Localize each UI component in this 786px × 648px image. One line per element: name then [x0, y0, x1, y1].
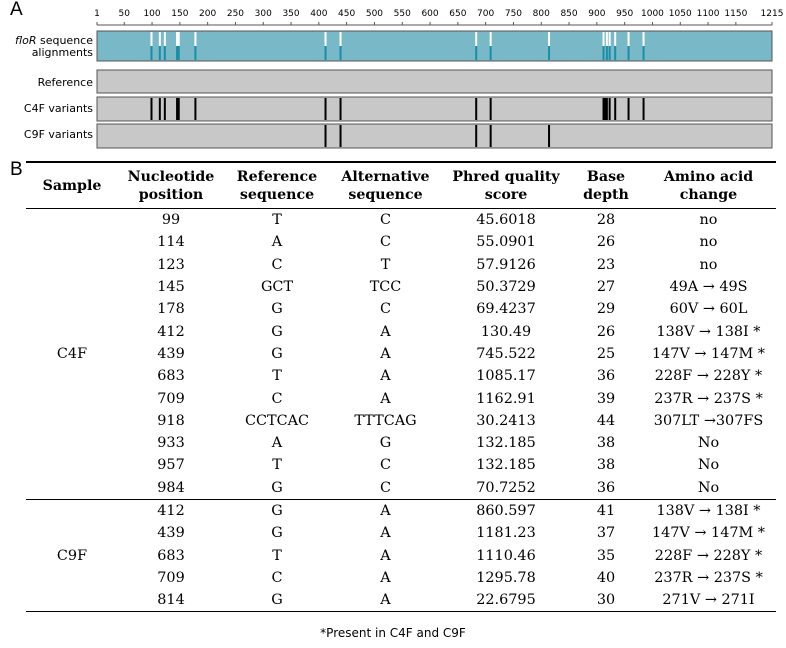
- alignment-mismatch-mark: [178, 32, 180, 46]
- header-text: depth: [583, 187, 629, 203]
- table-cell: 114: [157, 234, 185, 251]
- table-cell: C: [330, 477, 441, 500]
- axis-tick-label: 1150: [724, 9, 748, 19]
- alignment-mismatch-mark: [340, 32, 342, 46]
- axis-tick-label: 450: [338, 9, 356, 19]
- table-cell: A: [380, 525, 391, 542]
- table-cell: 30.2413: [476, 412, 536, 429]
- table-row: [26, 567, 776, 589]
- table-cell: 412: [157, 323, 185, 340]
- axis-tick-label: 1215: [760, 9, 784, 19]
- axis-tick-label: 900: [588, 9, 606, 19]
- table-cell: TTTCAG: [354, 412, 417, 429]
- table-cell: No: [697, 435, 720, 452]
- variant-mark: [609, 98, 611, 120]
- axis-tick-label: 800: [532, 9, 550, 19]
- table-cell: No: [641, 477, 776, 500]
- table-cell: 228F → 228Y *: [654, 547, 763, 564]
- axis-tick-label: 850: [560, 9, 578, 19]
- variant-mark: [475, 125, 477, 147]
- header-text: Amino acid: [663, 169, 754, 185]
- variant-mark: [614, 98, 616, 120]
- table-cell: 1162.91: [476, 390, 536, 407]
- table-cell: G: [271, 345, 283, 362]
- c9f-track-label: C9F variants: [23, 128, 93, 141]
- table-cell: 38: [596, 457, 616, 474]
- table-cell: C: [271, 390, 283, 407]
- table-cell: G: [271, 301, 283, 318]
- table-cell: 22.6795: [441, 589, 571, 612]
- alignment-variant-mark: [490, 46, 492, 60]
- axis-tick-label: 600: [421, 9, 439, 19]
- alignment-track-label-line2: alignments: [31, 46, 93, 59]
- table-cell: no: [699, 234, 718, 251]
- table-cell: 860.597: [476, 503, 536, 519]
- table-cell: 25: [596, 345, 616, 362]
- table-cell: A: [271, 435, 283, 452]
- table-row: [26, 276, 776, 298]
- alignment-variant-mark: [340, 46, 342, 60]
- table-cell: No: [697, 457, 720, 474]
- table-cell: 138V → 138I *: [656, 323, 761, 340]
- table-row: [26, 320, 776, 342]
- table-cell: C: [379, 234, 391, 251]
- table-cell: 683: [157, 547, 185, 564]
- table-cell: 132.185: [476, 457, 536, 474]
- axis-tick-label: 750: [504, 9, 523, 19]
- header-text: Nucleotide: [127, 169, 215, 185]
- table-cell: G: [224, 477, 330, 500]
- table-cell: 1295.78: [476, 569, 536, 586]
- axis-tick-label: 1050: [668, 9, 692, 19]
- sample-cell: C4F: [26, 209, 118, 500]
- alignment-variant-mark: [628, 46, 630, 60]
- alignment-mismatch-mark: [159, 32, 161, 46]
- variant-mark: [548, 125, 550, 147]
- table-cell: A: [380, 368, 391, 385]
- table-cell: A: [380, 503, 391, 519]
- table-row: [26, 365, 776, 387]
- table-row: [26, 477, 776, 500]
- table-row: [26, 298, 776, 320]
- table-cell: TCC: [369, 279, 402, 296]
- table-cell: G: [379, 435, 392, 452]
- table-cell: 984: [118, 477, 224, 500]
- table-cell: G: [271, 323, 283, 340]
- alignment-variant-mark: [606, 46, 608, 60]
- header-text: Reference: [236, 169, 318, 185]
- header-text: change: [679, 187, 738, 203]
- alignment-mismatch-mark: [548, 32, 550, 46]
- reference-track-label: Reference: [37, 76, 93, 89]
- header-nucleotide-position: [118, 162, 224, 209]
- table-cell: 237R → 237S *: [654, 569, 763, 586]
- reference-track-bar: [97, 70, 772, 93]
- table-footnote: *Present in C4F and C9F: [320, 626, 466, 640]
- axis-tick-label: 50: [118, 9, 130, 19]
- table-cell: 814: [118, 589, 224, 612]
- table-cell: 178: [157, 301, 185, 318]
- table-cell: C: [271, 569, 283, 586]
- table-row: [26, 522, 776, 544]
- table-cell: 933: [157, 435, 185, 452]
- table-cell: 50.3729: [476, 279, 536, 296]
- table-cell: 26: [596, 234, 616, 251]
- header-sample: [26, 162, 118, 209]
- axis-tick-label: 550: [393, 9, 411, 19]
- c9f-track-bar: [97, 124, 772, 148]
- table-cell: T: [272, 212, 282, 229]
- table-cell: 69.4237: [476, 301, 536, 318]
- table-cell: 28: [596, 212, 616, 229]
- table-cell: 1110.46: [476, 547, 536, 564]
- axis-tick-label: 400: [310, 9, 328, 19]
- table-cell: 70.7252: [441, 477, 571, 500]
- variant-mark: [628, 98, 630, 120]
- table-cell: 49A → 49S: [669, 279, 748, 296]
- table-cell: 271V → 271I: [641, 589, 776, 612]
- header-text: Base: [586, 169, 626, 185]
- alignment-variant-mark: [609, 46, 611, 60]
- table-row: [26, 254, 776, 276]
- panel-b-label: B: [10, 159, 23, 180]
- variant-mark: [325, 98, 327, 120]
- alignment-variant-mark: [150, 46, 152, 60]
- alignment-mismatch-mark: [150, 32, 152, 46]
- table-cell: CCTCAC: [244, 412, 310, 429]
- table-cell: 237R → 237S *: [654, 390, 763, 407]
- table-cell: 439: [157, 525, 185, 542]
- axis-tick-label: 1000: [641, 9, 664, 19]
- table-cell: 957: [157, 457, 185, 474]
- table-header-row: [26, 162, 776, 209]
- table-body: [26, 209, 776, 612]
- table-cell: T: [272, 457, 282, 474]
- table-cell: 1181.23: [476, 525, 536, 542]
- variant-mark: [475, 98, 477, 120]
- table-cell: 39: [596, 390, 616, 407]
- alignment-label-gene: floR: [15, 34, 37, 47]
- table-cell: 60V → 60L: [669, 301, 748, 318]
- alignment-variant-mark: [475, 46, 477, 60]
- alignment-variant-mark: [643, 46, 645, 60]
- alignment-label-rest: sequence: [36, 34, 93, 47]
- table-cell: no: [699, 256, 718, 273]
- table-cell: 44: [596, 412, 616, 429]
- table-row: [26, 499, 776, 522]
- table-cell: G: [271, 525, 283, 542]
- header-text: position: [138, 187, 204, 203]
- alignment-mismatch-mark: [475, 32, 477, 46]
- table-cell: 138V → 138I *: [656, 503, 761, 519]
- table-cell: 27: [596, 279, 616, 296]
- table-cell: A: [330, 589, 441, 612]
- alignment-mismatch-mark: [643, 32, 645, 46]
- axis-tick-label: 100: [143, 9, 161, 19]
- table-cell: 439: [157, 345, 185, 362]
- alignment-mismatch-mark: [490, 32, 492, 46]
- table-row: [26, 432, 776, 454]
- axis-tick-label: 300: [254, 9, 272, 19]
- alignment-variant-mark: [614, 46, 616, 60]
- header-text: sequence: [239, 187, 315, 203]
- variant-mark: [194, 98, 196, 120]
- axis-tick-label: 700: [477, 9, 495, 19]
- table-row: [26, 209, 776, 232]
- table-cell: 709: [157, 390, 185, 407]
- alignment-mismatch-mark: [628, 32, 630, 46]
- table-row: [26, 343, 776, 365]
- header-text: score: [484, 187, 528, 203]
- table-row: [26, 544, 776, 566]
- table-cell: 45.6018: [476, 212, 536, 229]
- variant-mark: [325, 125, 327, 147]
- header-text: Alternative: [341, 169, 430, 185]
- table-cell: C: [379, 457, 391, 474]
- table-cell: 147V → 147M *: [651, 345, 766, 362]
- alignment-mismatch-mark: [606, 32, 608, 46]
- table-cell: 918: [157, 412, 185, 429]
- header-alternative-sequence: [330, 162, 441, 209]
- table-cell: A: [380, 569, 391, 586]
- table-row: [26, 589, 776, 612]
- table-cell: 23: [596, 256, 616, 273]
- table-cell: 709: [157, 569, 185, 586]
- table-cell: G: [271, 503, 283, 519]
- table-cell: 412: [157, 503, 185, 519]
- table-cell: A: [380, 323, 391, 340]
- variant-track-figure: [0, 0, 786, 160]
- variant-mark: [164, 98, 166, 120]
- axis-tick-label: 200: [199, 9, 217, 19]
- axis-tick-label: 500: [365, 9, 384, 19]
- variant-table: [26, 161, 776, 612]
- header-base-depth: [571, 162, 641, 209]
- axis-tick-label: 150: [171, 9, 189, 19]
- table-cell: 307LT →307FS: [653, 412, 764, 429]
- table-cell: 99: [161, 212, 181, 229]
- alignment-variant-mark: [325, 46, 327, 60]
- axis-tick-label: 1: [94, 9, 100, 19]
- table-cell: no: [699, 212, 718, 229]
- table-row: [26, 387, 776, 409]
- axis-tick-label: 250: [226, 9, 245, 19]
- table-cell: 228F → 228Y *: [654, 368, 763, 385]
- table-cell: 37: [596, 525, 616, 542]
- sample-cell: C9F: [26, 499, 118, 611]
- table-cell: 36: [571, 477, 641, 500]
- c4f-track-label: C4F variants: [23, 102, 93, 115]
- table-cell: A: [380, 547, 391, 564]
- header-phred-quality-score: [441, 162, 571, 209]
- table-cell: 30: [571, 589, 641, 612]
- position-axis: [94, 9, 783, 25]
- table-cell: 26: [596, 323, 616, 340]
- table-cell: 38: [596, 435, 616, 452]
- header-text: sequence: [348, 187, 423, 203]
- variant-mark: [490, 125, 492, 147]
- table-cell: 57.9126: [476, 256, 536, 273]
- variant-mark: [340, 98, 342, 120]
- header-reference-sequence: [224, 162, 330, 209]
- alignment-mismatch-mark: [614, 32, 616, 46]
- variant-mark: [159, 98, 161, 120]
- table-cell: 147V → 147M *: [651, 525, 766, 542]
- alignment-mismatch-mark: [164, 32, 166, 46]
- variant-mark: [606, 98, 608, 120]
- alignment-variant-mark: [603, 46, 605, 60]
- table-cell: 1085.17: [476, 368, 536, 385]
- table-cell: 745.522: [476, 345, 536, 362]
- alignment-variant-mark: [164, 46, 166, 60]
- variant-mark: [643, 98, 645, 120]
- alignment-variant-mark: [194, 46, 196, 60]
- axis-tick-label: 1100: [696, 9, 720, 19]
- alignment-variant-mark: [548, 46, 550, 60]
- table-cell: C: [271, 256, 283, 273]
- table-cell: T: [380, 256, 391, 273]
- table-cell: 123: [157, 256, 185, 273]
- header-text: Phred quality: [452, 169, 560, 185]
- table-row: [26, 454, 776, 476]
- axis-tick-label: 350: [282, 9, 300, 19]
- table-cell: 29: [596, 301, 616, 318]
- table-cell: A: [271, 234, 283, 251]
- table-cell: 41: [596, 503, 616, 519]
- table-cell: 683: [157, 368, 185, 385]
- table-cell: GCT: [260, 279, 294, 296]
- axis-tick-label: 650: [449, 9, 467, 19]
- variant-mark: [490, 98, 492, 120]
- table-cell: T: [272, 547, 282, 564]
- alignment-variant-mark: [159, 46, 161, 60]
- table-cell: A: [380, 345, 391, 362]
- table-row: [26, 231, 776, 253]
- variant-mark: [178, 98, 180, 120]
- axis-tick-label: 950: [616, 9, 634, 19]
- c4f-track-bar: [97, 97, 772, 121]
- table-cell: C: [379, 212, 391, 229]
- alignment-mismatch-mark: [603, 32, 605, 46]
- table-cell: 130.49: [480, 323, 532, 340]
- variant-mark: [150, 98, 152, 120]
- header-amino-acid-change: [641, 162, 776, 209]
- table-cell: 55.0901: [476, 234, 536, 251]
- table-cell: C: [379, 301, 391, 318]
- table-cell: 145: [157, 279, 185, 296]
- alignment-mismatch-mark: [609, 32, 611, 46]
- table-cell: 40: [596, 569, 616, 586]
- variant-mark: [340, 125, 342, 147]
- header-text: Sample: [42, 178, 102, 194]
- panel-a-label: A: [10, 0, 23, 20]
- table-cell: A: [380, 390, 391, 407]
- table-cell: G: [224, 589, 330, 612]
- table-cell: T: [272, 368, 282, 385]
- table-cell: 35: [596, 547, 616, 564]
- table-cell: 36: [596, 368, 616, 385]
- alignment-track-bar: [97, 31, 772, 61]
- table-row: [26, 410, 776, 432]
- alignment-mismatch-mark: [194, 32, 196, 46]
- alignment-mismatch-mark: [325, 32, 327, 46]
- table-cell: 132.185: [476, 435, 536, 452]
- alignment-variant-mark: [178, 46, 180, 60]
